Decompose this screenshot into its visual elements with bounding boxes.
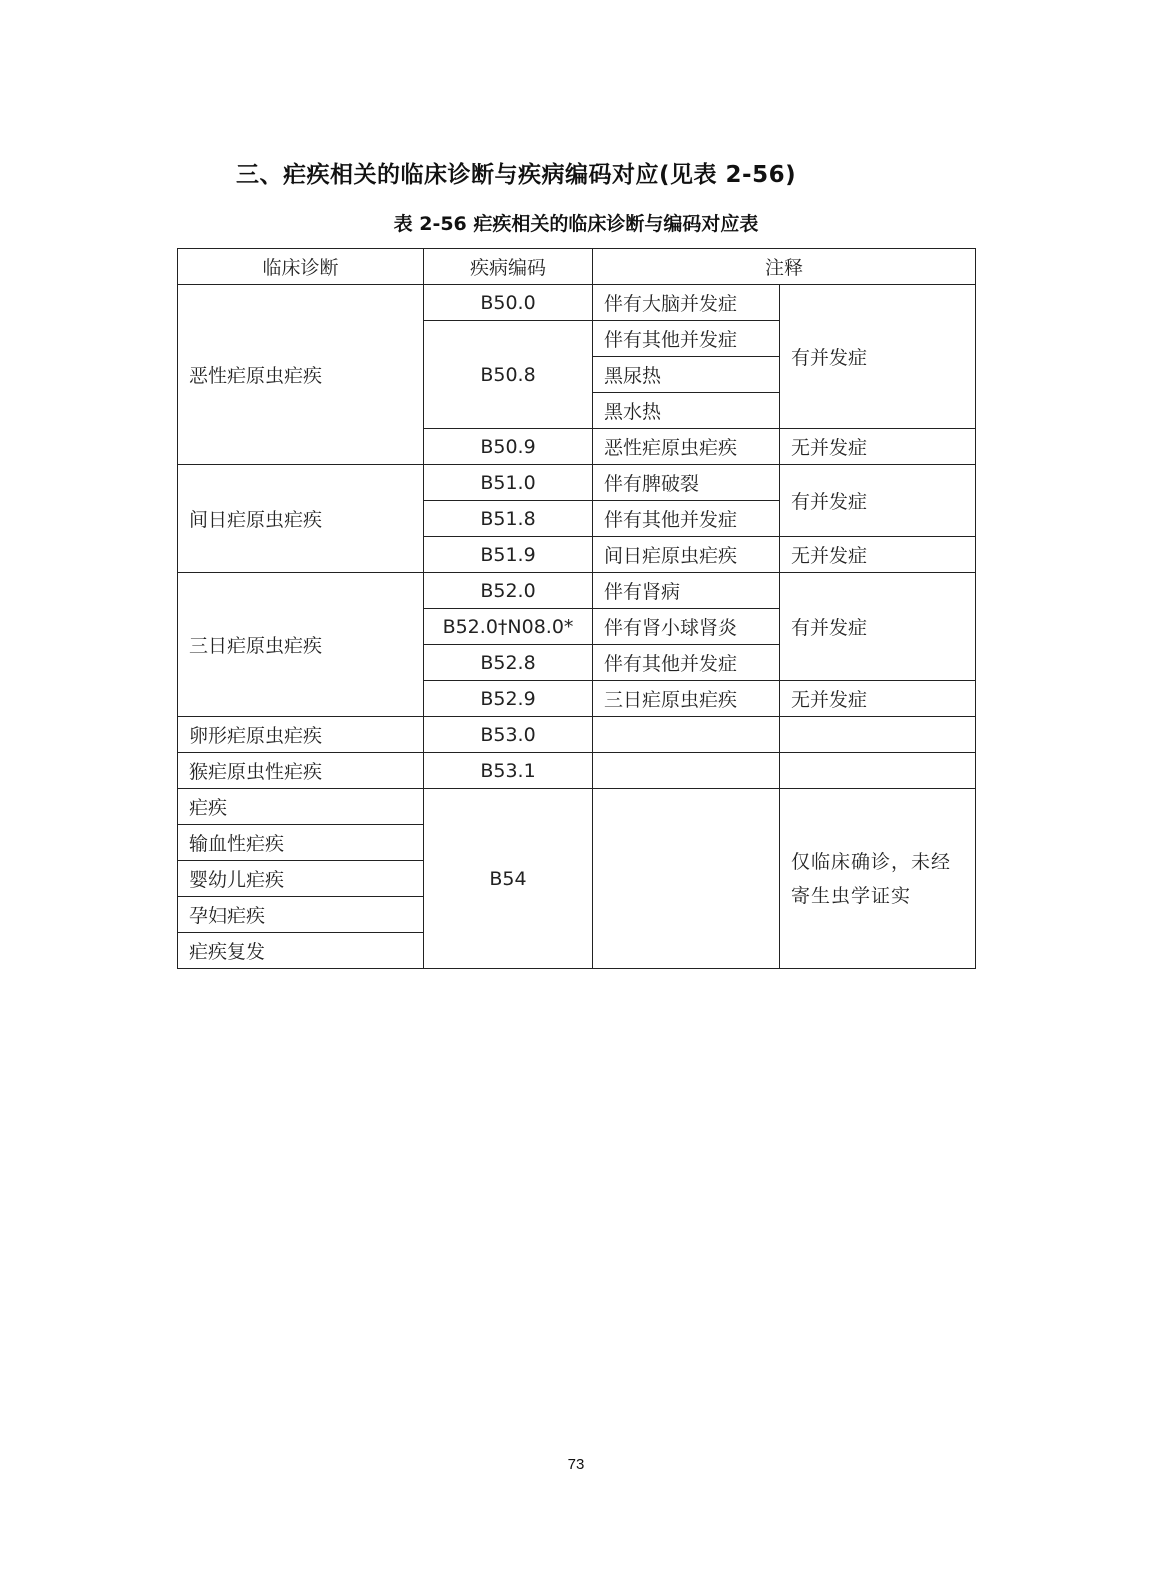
table-header-row xyxy=(178,249,976,285)
diagnosis-cell: 疟疾 xyxy=(178,789,424,825)
remark-cell xyxy=(780,717,976,753)
remark-cell: 仅临床确诊，未经寄生虫学证实 xyxy=(780,789,976,969)
code-cell: B51.9 xyxy=(424,537,593,573)
diagnosis-cell: 猴疟原虫性疟疾 xyxy=(178,753,424,789)
diagnosis-cell: 恶性疟原虫疟疾 xyxy=(178,285,424,465)
code-cell: B50.8 xyxy=(424,321,593,429)
detail-cell: 伴有大脑并发症 xyxy=(593,285,780,321)
remark-cell: 无并发症 xyxy=(780,429,976,465)
code-cell: B51.0 xyxy=(424,465,593,501)
code-cell: B53.0 xyxy=(424,717,593,753)
diagnosis-cell: 孕妇疟疾 xyxy=(178,897,424,933)
code-cell: B53.1 xyxy=(424,753,593,789)
diagnosis-cell: 间日疟原虫疟疾 xyxy=(178,465,424,573)
detail-cell xyxy=(593,753,780,789)
remark-cell: 无并发症 xyxy=(780,537,976,573)
diagnosis-cell: 三日疟原虫疟疾 xyxy=(178,573,424,717)
detail-cell: 伴有肾病 xyxy=(593,573,780,609)
header-notes: 注释 xyxy=(593,249,976,285)
remark-cell xyxy=(780,753,976,789)
detail-cell: 伴有其他并发症 xyxy=(593,501,780,537)
diagnosis-cell: 疟疾复发 xyxy=(178,933,424,969)
code-cell: B52.8 xyxy=(424,645,593,681)
code-cell: B52.0†N08.0* xyxy=(424,609,593,645)
diagnosis-cell: 婴幼儿疟疾 xyxy=(178,861,424,897)
table-caption: 表 2-56 疟疾相关的临床诊断与编码对应表 xyxy=(393,213,759,235)
code-cell: B52.9 xyxy=(424,681,593,717)
table-row xyxy=(178,717,976,753)
code-cell: B50.9 xyxy=(424,429,593,465)
remark-cell: 有并发症 xyxy=(780,573,976,681)
table-row xyxy=(178,789,976,825)
remark-cell: 有并发症 xyxy=(780,285,976,429)
table-row xyxy=(178,573,976,609)
detail-cell: 伴有其他并发症 xyxy=(593,321,780,357)
code-cell: B50.0 xyxy=(424,285,593,321)
detail-cell: 三日疟原虫疟疾 xyxy=(593,681,780,717)
table-row xyxy=(178,753,976,789)
diagnosis-cell: 卵形疟原虫疟疾 xyxy=(178,717,424,753)
detail-cell: 伴有其他并发症 xyxy=(593,645,780,681)
detail-cell xyxy=(593,789,780,969)
detail-cell: 黑水热 xyxy=(593,393,780,429)
section-title: 三、疟疾相关的临床诊断与疾病编码对应(见表 2-56) xyxy=(236,162,797,188)
page-number: 73 xyxy=(567,1456,585,1473)
detail-cell: 间日疟原虫疟疾 xyxy=(593,537,780,573)
header-code: 疾病编码 xyxy=(424,249,593,285)
diagnosis-cell: 输血性疟疾 xyxy=(178,825,424,861)
remark-cell: 无并发症 xyxy=(780,681,976,717)
code-cell: B51.8 xyxy=(424,501,593,537)
table-row xyxy=(178,285,976,321)
detail-cell xyxy=(593,717,780,753)
diagnosis-code-table xyxy=(177,248,976,969)
remark-cell: 有并发症 xyxy=(780,465,976,537)
detail-cell: 伴有脾破裂 xyxy=(593,465,780,501)
detail-cell: 恶性疟原虫疟疾 xyxy=(593,429,780,465)
table-row xyxy=(178,465,976,501)
detail-cell: 黑尿热 xyxy=(593,357,780,393)
code-cell: B54 xyxy=(424,789,593,969)
code-cell: B52.0 xyxy=(424,573,593,609)
header-diagnosis: 临床诊断 xyxy=(178,249,424,285)
detail-cell: 伴有肾小球肾炎 xyxy=(593,609,780,645)
